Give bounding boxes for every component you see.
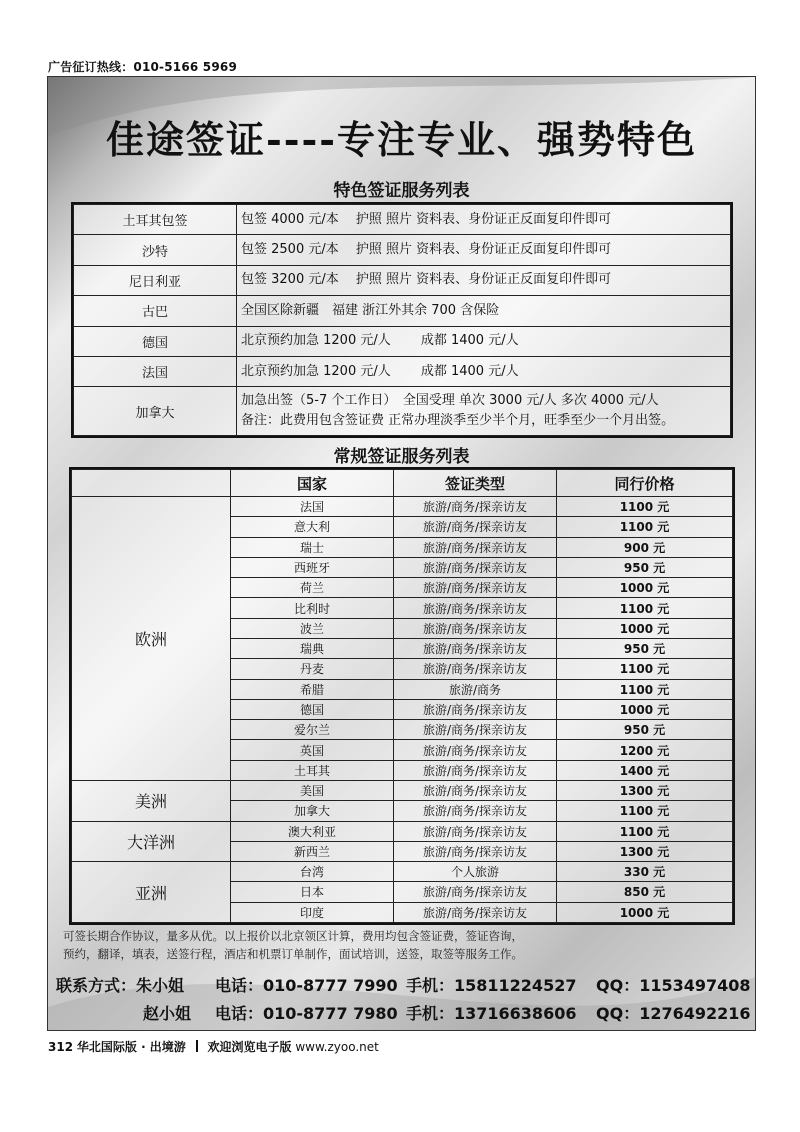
featured-detail-line: 北京预约加急 1200 元/人 成都 1400 元/人 [241, 333, 519, 349]
country-cell: 台湾 [231, 862, 394, 882]
visa-type-cell: 旅游/商务/探亲访友 [394, 720, 557, 740]
visa-type-cell: 旅游/商务/探亲访友 [394, 497, 557, 517]
featured-detail-line: 全国区除新疆 福建 浙江外其余 700 含保险 [241, 302, 500, 318]
header-empty [72, 470, 231, 497]
price-cell: 1100 元 [557, 598, 733, 618]
featured-detail [237, 265, 731, 295]
visa-type-cell: 旅游/商务/探亲访友 [394, 841, 557, 861]
featured-detail-line: 备注：此费用包含签证费 正常办理淡季至少半个月，旺季至少一个月出签。 [241, 413, 675, 429]
visa-type-cell: 旅游/商务 [394, 679, 557, 699]
price-cell: 330 元 [557, 862, 733, 882]
country-cell: 德国 [231, 699, 394, 719]
visa-type-cell: 旅游/商务/探亲访友 [394, 780, 557, 800]
visa-type-cell: 旅游/商务/探亲访友 [394, 618, 557, 638]
featured-country: 加拿大 [74, 387, 237, 436]
price-cell: 900 元 [557, 537, 733, 557]
contact-qq: QQ：1276492216 [596, 1004, 751, 1023]
featured-country: 德国 [74, 326, 237, 356]
service-note [63, 927, 743, 963]
visa-type-cell: 旅游/商务/探亲访友 [394, 578, 557, 598]
featured-detail [237, 356, 731, 386]
region-cell: 美洲 [72, 780, 231, 821]
header-country: 国家 [231, 470, 394, 497]
visa-type-cell: 旅游/商务/探亲访友 [394, 821, 557, 841]
price-cell: 850 元 [557, 882, 733, 902]
featured-country: 土耳其包签 [74, 205, 237, 235]
visa-type-cell: 旅游/商务/探亲访友 [394, 902, 557, 922]
featured-detail [237, 387, 731, 436]
price-cell: 1100 元 [557, 497, 733, 517]
featured-country: 沙特 [74, 235, 237, 265]
country-cell: 比利时 [231, 598, 394, 618]
country-cell: 英国 [231, 740, 394, 760]
price-cell: 1100 元 [557, 801, 733, 821]
footer-divider [196, 1040, 198, 1052]
contact-mobile: 手机：15811224527 [406, 976, 577, 995]
country-cell: 爱尔兰 [231, 720, 394, 740]
contact-mobile: 手机：13716638606 [406, 1004, 577, 1023]
visa-type-cell: 旅游/商务/探亲访友 [394, 638, 557, 658]
featured-detail-line: 包签 3200 元/本 护照 照片 资料表、身份证正反面复印件即可 [241, 272, 612, 288]
page-number: 312 [48, 1040, 74, 1054]
country-cell: 荷兰 [231, 578, 394, 598]
featured-country: 尼日利亚 [74, 265, 237, 295]
regular-visa-table [69, 467, 735, 925]
visa-type-cell: 旅游/商务/探亲访友 [394, 760, 557, 780]
visa-type-cell: 旅游/商务/探亲访友 [394, 659, 557, 679]
country-cell: 法国 [231, 497, 394, 517]
country-cell: 瑞典 [231, 638, 394, 658]
note-line: 可签长期合作协议，量多从优。以上报价以北京领区计算，费用均包含签证费，签证咨询， [63, 929, 523, 943]
featured-detail [237, 235, 731, 265]
country-cell: 西班牙 [231, 557, 394, 577]
page-footer [48, 1038, 379, 1055]
contact-name: 赵小姐 [143, 1004, 192, 1023]
price-cell: 1200 元 [557, 740, 733, 760]
price-cell: 1000 元 [557, 902, 733, 922]
header-price: 同行价格 [557, 470, 733, 497]
footer-url: www.zyoo.net [295, 1040, 379, 1054]
note-line: 预约，翻译，填表，送签行程，酒店和机票订单制作，面试培训，送签，取签等服务工作。 [63, 947, 523, 961]
visa-type-cell: 旅游/商务/探亲访友 [394, 557, 557, 577]
featured-detail-line: 加急出签（5-7 个工作日） 全国受理 单次 3000 元/人 多次 4000 元/人 [241, 393, 659, 409]
featured-detail-line: 包签 2500 元/本 护照 照片 资料表、身份证正反面复印件即可 [241, 242, 612, 258]
featured-detail-line: 包签 4000 元/本 护照 照片 资料表、身份证正反面复印件即可 [241, 211, 612, 227]
featured-country: 法国 [74, 356, 237, 386]
visa-type-cell: 个人旅游 [394, 862, 557, 882]
featured-row [74, 205, 731, 235]
headline: 佳途签证----专注专业、强势特色 [105, 117, 698, 162]
country-cell: 丹麦 [231, 659, 394, 679]
country-cell: 土耳其 [231, 760, 394, 780]
contact-name: 联系方式：朱小姐 [56, 976, 185, 995]
price-cell: 950 元 [557, 720, 733, 740]
featured-detail [237, 205, 731, 235]
country-cell: 意大利 [231, 517, 394, 537]
price-cell: 1100 元 [557, 659, 733, 679]
footer-slogan: 欢迎浏览电子版 [207, 1040, 292, 1054]
price-cell: 1000 元 [557, 618, 733, 638]
visa-type-cell: 旅游/商务/探亲访友 [394, 699, 557, 719]
featured-detail [237, 326, 731, 356]
featured-row [74, 356, 731, 386]
contact-phone: 电话：010-8777 7980 [215, 1004, 398, 1023]
contact-qq: QQ：1153497408 [596, 976, 751, 995]
featured-row [74, 326, 731, 356]
regular-title: 常规签证服务列表 [333, 447, 470, 467]
publication-name: 华北国际版 · 出境游 [76, 1040, 186, 1054]
ad-hotline: 广告征订热线：010-5166 5969 [48, 60, 238, 74]
visa-type-cell: 旅游/商务/探亲访友 [394, 882, 557, 902]
country-cell: 加拿大 [231, 801, 394, 821]
featured-row [74, 265, 731, 295]
price-cell: 1100 元 [557, 679, 733, 699]
featured-visa-table [71, 202, 733, 438]
price-cell: 1100 元 [557, 517, 733, 537]
price-cell: 950 元 [557, 557, 733, 577]
country-cell: 印度 [231, 902, 394, 922]
price-cell: 950 元 [557, 638, 733, 658]
region-cell: 大洋洲 [72, 821, 231, 862]
contact-phone: 电话：010-8777 7990 [215, 976, 398, 995]
featured-row [74, 296, 731, 326]
featured-row [74, 387, 731, 436]
country-cell: 澳大利亚 [231, 821, 394, 841]
price-cell: 1000 元 [557, 578, 733, 598]
visa-type-cell: 旅游/商务/探亲访友 [394, 740, 557, 760]
table-row [72, 780, 733, 800]
visa-type-cell: 旅游/商务/探亲访友 [394, 517, 557, 537]
featured-detail [237, 296, 731, 326]
featured-row [74, 235, 731, 265]
country-cell: 瑞士 [231, 537, 394, 557]
table-row [72, 862, 733, 882]
price-cell: 1300 元 [557, 780, 733, 800]
featured-title: 特色签证服务列表 [333, 181, 470, 201]
country-cell: 希腊 [231, 679, 394, 699]
price-cell: 1400 元 [557, 760, 733, 780]
price-cell: 1000 元 [557, 699, 733, 719]
table-row [72, 497, 733, 517]
price-cell: 1100 元 [557, 821, 733, 841]
region-cell: 亚洲 [72, 862, 231, 923]
advertisement [47, 76, 756, 1031]
country-cell: 波兰 [231, 618, 394, 638]
region-cell: 欧洲 [72, 497, 231, 781]
visa-type-cell: 旅游/商务/探亲访友 [394, 598, 557, 618]
price-cell: 1300 元 [557, 841, 733, 861]
featured-country: 古巴 [74, 296, 237, 326]
visa-type-cell: 旅游/商务/探亲访友 [394, 801, 557, 821]
visa-type-cell: 旅游/商务/探亲访友 [394, 537, 557, 557]
country-cell: 日本 [231, 882, 394, 902]
featured-detail-line: 北京预约加急 1200 元/人 成都 1400 元/人 [241, 363, 519, 379]
country-cell: 美国 [231, 780, 394, 800]
table-row [72, 821, 733, 841]
country-cell: 新西兰 [231, 841, 394, 861]
header-visa-type: 签证类型 [394, 470, 557, 497]
